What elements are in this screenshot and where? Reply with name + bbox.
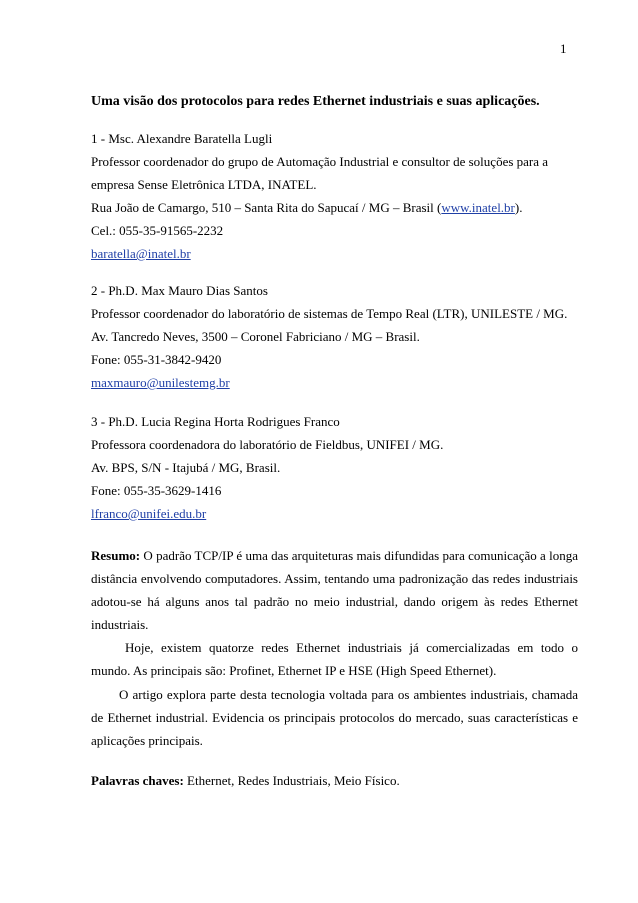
- author-address: Av. Tancredo Neves, 3500 – Coronel Fabriciano / MG – Brasil.: [91, 329, 420, 344]
- abstract-label: Resumo:: [91, 548, 141, 563]
- author-name: 3 - Ph.D. Lucia Regina Horta Rodrigues Franco: [91, 414, 340, 429]
- author-email-link[interactable]: maxmauro@unilestemg.br: [91, 375, 230, 390]
- abstract-text: O padrão TCP/IP é uma das arquiteturas mais difundidas para comunicação a longa distância envolvendo computadores. Assim, tentando uma padronização das redes industriais adotou-se há alguns anos tal padrão no meio industrial, dando origem às redes Ethernet industriais.: [91, 548, 578, 633]
- author-name: 1 - Msc. Alexandre Baratella Lugli: [91, 131, 273, 146]
- author-email-link[interactable]: lfranco@unifei.edu.br: [91, 506, 207, 521]
- abstract-paragraph: O artigo explora parte desta tecnologia voltada para os ambientes industriais, chamada de Ethernet industrial. Evidencia os principais protocolos do mercado, suas características e aplicações principais.: [91, 686, 578, 748]
- keywords: [91, 773, 400, 789]
- address-text: ).: [514, 200, 523, 215]
- author-address: [91, 199, 591, 222]
- author-affiliation: Professor coordenador do grupo de Automação Industrial e consultor de soluções para a: [91, 154, 549, 169]
- author-name: 2 - Ph.D. Max Mauro Dias Santos: [91, 283, 268, 298]
- author-phone: Fone: 055-31-3842-9420: [91, 352, 222, 367]
- author-affiliation: Professora coordenadora do laboratório de Fieldbus, UNIFEI / MG.: [91, 437, 444, 452]
- author-phone: Cel.: 055-35-91565-2232: [91, 223, 224, 238]
- author-block-3: [91, 413, 591, 528]
- author-phone: Fone: 055-35-3629-1416: [91, 483, 222, 498]
- author-address: Av. BPS, S/N - Itajubá / MG, Brasil.: [91, 460, 281, 475]
- keywords-text: Ethernet, Redes Industriais, Meio Físico.: [183, 773, 400, 788]
- keywords-label: Palavras chaves:: [91, 773, 184, 788]
- author-affiliation: empresa Sense Eletrônica LTDA, INATEL.: [91, 177, 317, 192]
- author-email-link[interactable]: baratella@inatel.br: [91, 246, 191, 261]
- abstract-paragraph: Hoje, existem quatorze redes Ethernet industriais já comercializadas em todo o mundo. As principais são: Profinet, Ethernet IP e HSE (High Speed Ethernet).: [91, 640, 578, 679]
- website-link[interactable]: www.inatel.br: [441, 200, 515, 215]
- abstract: [91, 544, 578, 752]
- author-block-2: [91, 282, 591, 397]
- paper-title: Uma visão dos protocolos para redes Ethernet industriais e suas aplicações.: [91, 94, 540, 109]
- author-affiliation: Professor coordenador do laboratório de sistemas de Tempo Real (LTR), UNILESTE / MG.: [91, 306, 568, 321]
- address-text: Rua João de Camargo, 510 – Santa Rita do Sapucaí / MG – Brasil (: [91, 200, 442, 215]
- author-block-1: [91, 130, 591, 268]
- abstract-paragraph: [91, 544, 578, 636]
- page-number: 1: [560, 41, 567, 56]
